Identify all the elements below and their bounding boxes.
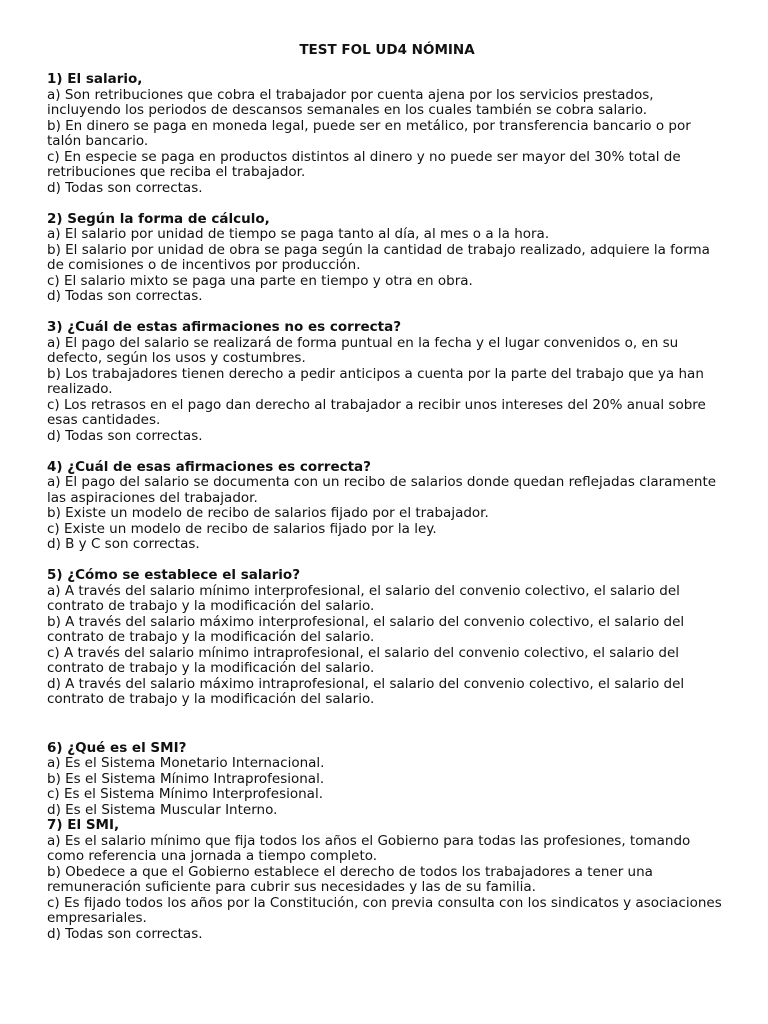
answer-option-c: c) Es el Sistema Mínimo Interprofesional. (47, 786, 323, 802)
question-4 (47, 460, 727, 553)
question-title: 1) El salario, (47, 71, 143, 87)
question-title: 4) ¿Cuál de esas afirmaciones es correcta? (47, 458, 371, 475)
answer-option-c: c) Es fijado todos los años por la Constitución, con previa consulta con los sindicatos y asociaciones empresariales. (47, 894, 722, 926)
question-6 (47, 741, 727, 819)
document-title: TEST FOL UD4 NÓMINA (299, 42, 475, 58)
answer-option-d: d) Todas son correctas. (47, 179, 203, 196)
question-title: 6) ¿Qué es el SMI? (47, 739, 187, 756)
question-title: 3) ¿Cuál de estas afirmaciones no es correcta? (47, 319, 402, 335)
answer-option-a: a) Son retribuciones que cobra el trabajador por cuenta ajena por los servicios prestados, incluyendo los periodos de descansos semanales en los cuales también se cobra salario. (47, 86, 654, 118)
answer-option-b: b) A través del salario máximo interprofesional, el salario del convenio colectivo, el salario del contrato de trabajo y la modificación del salario. (47, 613, 685, 645)
answer-option-c: c) Existe un modelo de recibo de salarios fijado por la ley. (47, 520, 437, 537)
answer-option-a: a) A través del salario mínimo interprofesional, el salario del convenio colectivo, el salario del contrato de trabajo y la modificación del salario. (47, 582, 680, 614)
question-1 (47, 72, 727, 196)
answer-option-d: d) Es el Sistema Muscular Interno. (47, 801, 278, 818)
document-page (47, 41, 727, 958)
answer-option-d: d) A través del salario máximo intraprofesional, el salario del convenio colectivo, el salario del contrato de trabajo y la modificación del salario. (47, 675, 685, 707)
answer-option-a: a) El pago del salario se documenta con un recibo de salarios donde quedan reflejadas claramente las aspiraciones del trabajador. (47, 474, 717, 506)
answer-option-d: d) Todas son correctas. (47, 925, 203, 942)
question-3 (47, 320, 727, 444)
answer-option-d: d) B y C son correctas. (47, 536, 200, 552)
answer-option-b: b) En dinero se paga en moneda legal, puede ser en metálico, por transferencia bancario o por talón bancario. (47, 117, 691, 149)
answer-option-a: a) Es el salario mínimo que fija todos los años el Gobierno para todas las profesiones, tomando como referencia una jornada a tiempo completo. (47, 832, 691, 864)
answer-option-b: b) Los trabajadores tienen derecho a pedir anticipos a cuenta por la parte del trabajo que ya han realizado. (47, 365, 704, 397)
question-5 (47, 568, 727, 708)
answer-option-a: a) El salario por unidad de tiempo se paga tanto al día, al mes o a la hora. (47, 226, 550, 242)
question-7 (47, 818, 727, 942)
question-title: 5) ¿Cómo se establece el salario? (47, 567, 301, 583)
answer-option-b: b) Existe un modelo de recibo de salarios fijado por el trabajador. (47, 505, 489, 521)
answer-option-d: d) Todas son correctas. (47, 427, 203, 444)
question-title: 7) El SMI, (47, 817, 120, 833)
question-2 (47, 212, 727, 305)
question-title: 2) Según la forma de cálculo, (47, 210, 270, 227)
answer-option-c: c) A través del salario mínimo intraprofesional, el salario del convenio colectivo, el salario del contrato de trabajo y la modificación del salario. (47, 644, 680, 676)
answer-option-b: b) Es el Sistema Mínimo Intraprofesional. (47, 770, 325, 787)
answer-option-d: d) Todas son correctas. (47, 288, 203, 304)
answer-option-b: b) El salario por unidad de obra se paga según la cantidad de trabajo realizado, adquiere la forma de comisiones o de incentivos por producción. (47, 241, 710, 273)
answer-option-a: a) El pago del salario se realizará de forma puntual en la fecha y el lugar convenidos o, en su defecto, según los usos y costumbres. (47, 334, 679, 366)
answer-option-a: a) Es el Sistema Monetario Internacional. (47, 755, 325, 771)
answer-option-c: c) En especie se paga en productos distintos al dinero y no puede ser mayor del 30% total de retribuciones que reciba el trabajador. (47, 148, 681, 180)
answer-option-c: c) Los retrasos en el pago dan derecho al trabajador a recibir unos intereses del 20% anual sobre esas cantidades. (47, 396, 706, 428)
answer-option-c: c) El salario mixto se paga una parte en tiempo y otra en obra. (47, 272, 473, 289)
answer-option-b: b) Obedece a que el Gobierno establece el derecho de todos los trabajadores a tener una remuneración suficiente para cubrir sus necesidades y las de su familia. (47, 863, 653, 895)
